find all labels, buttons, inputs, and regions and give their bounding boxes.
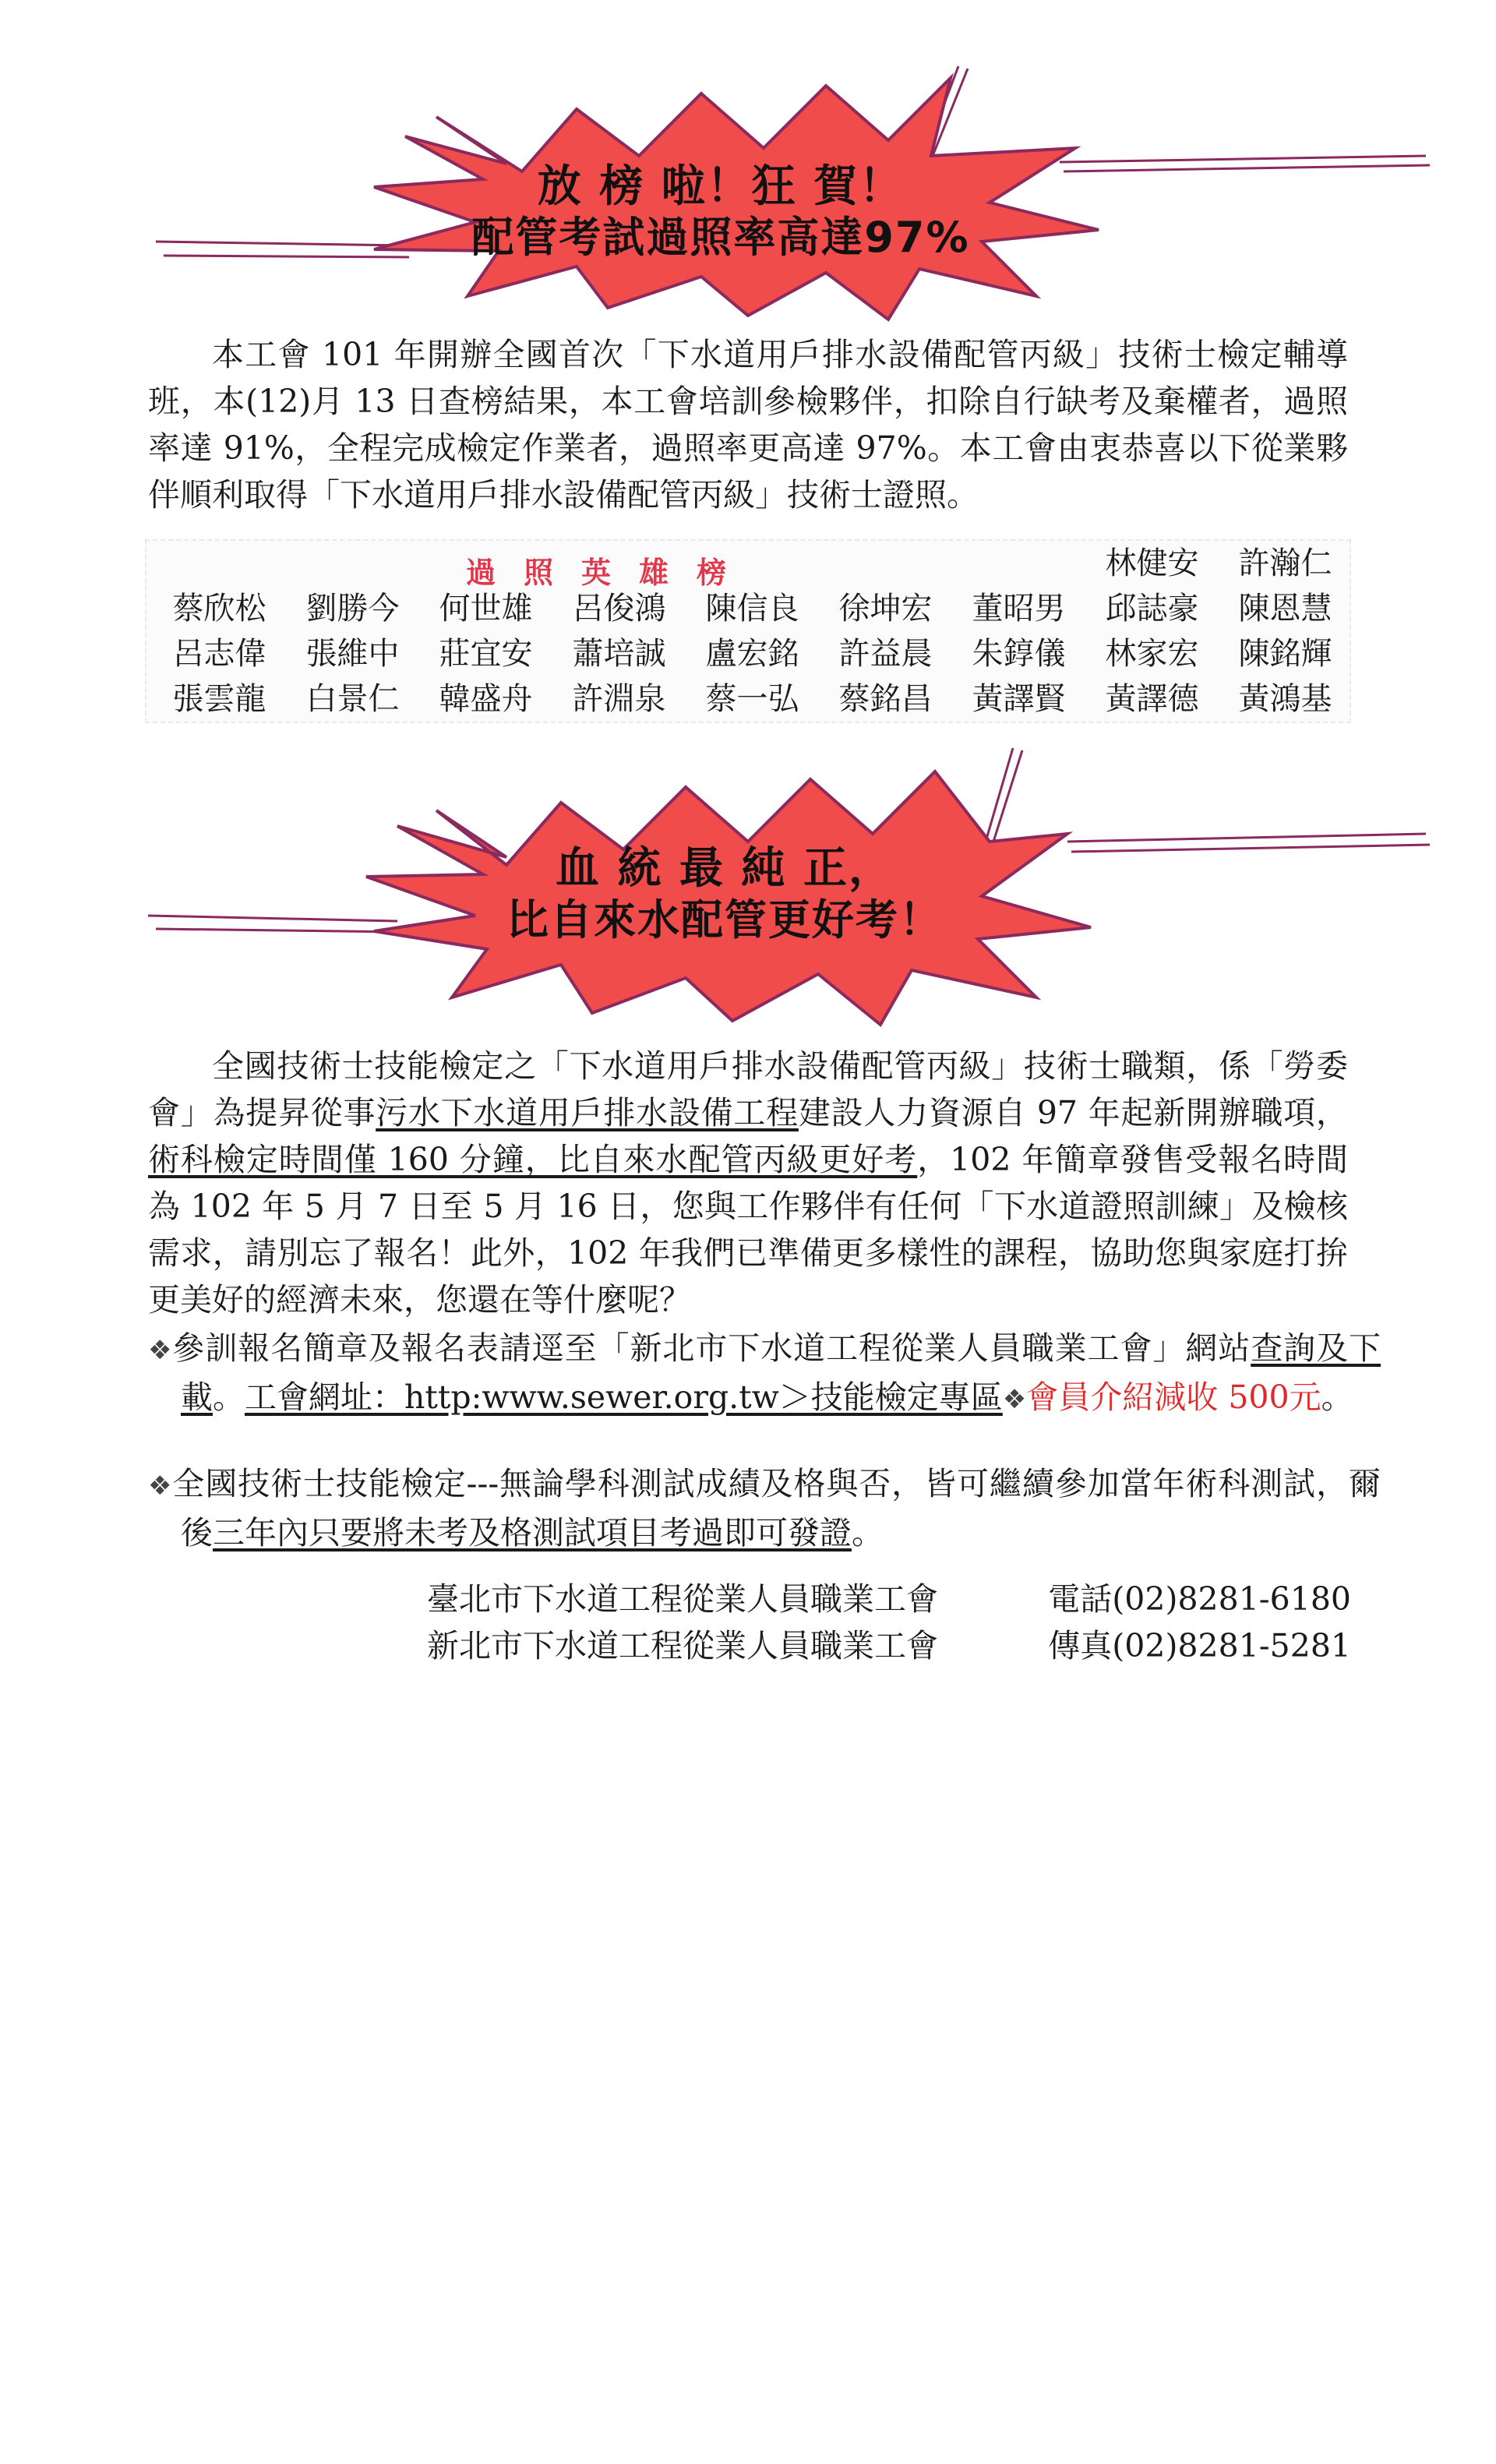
query-download-link[interactable]: 查詢及下載 [181,1329,1381,1416]
honor-name: 董昭男 [972,591,1066,627]
honor-name: 何世雄 [439,591,533,627]
honor-name: 呂俊鴻 [572,591,666,627]
honor-name: 陳恩慧 [1238,591,1332,627]
honor-name: 許淵泉 [572,681,666,717]
bullet-text: 參訓報名簡章及報名表請逕至「新北市下水道工程從業人員職業工會」網站 [172,1329,1251,1367]
footer-row [427,1576,1351,1622]
honor-name: 白景仁 [305,681,400,717]
phone-number: 電話(02)8281-6180 [1048,1580,1351,1618]
honor-roll-grid [153,541,1353,722]
bullet-text: 。 [1321,1378,1353,1416]
honor-name: 徐坤宏 [838,591,933,627]
new-taipei-union-name: 新北市下水道工程從業人員職業工會 [427,1627,938,1664]
banner1-line1: 放 榜 啦！狂 賀！ [537,161,905,212]
honor-name: 黃鴻基 [1238,681,1332,717]
fax-number: 傳真(02)8281-5281 [1048,1627,1351,1664]
honor-name: 張雲龍 [172,681,266,717]
exam-rule-bullet [148,1460,1381,1556]
honor-name: 陳信良 [705,591,799,627]
honor-name: 林健安 [1105,545,1199,581]
diamond-bullet-icon: ❖ [148,1470,173,1502]
underlined-engineering-term: 污水下水道用戶排水設備工程 [376,1094,799,1131]
certification-text: ，102 年簡章發售受報名時間為 102 年 5 月 7 日至 5 月 16 日，您與工作夥伴有任何「下水道證照訓練」及檢核需求，請別忘了報名！此外，102 年我們已準備更多樣性的課程，協助您與家庭打拚更美好的經濟未來，您還在等什麼呢？ [148,1141,1348,1318]
honor-name: 黃譯賢 [972,681,1066,717]
underlined-exam-time: 術科檢定時間僅 160 分鐘，比自來水配管丙級更好考 [148,1141,918,1178]
member-discount-text: 會員介紹減收 500元 [1026,1378,1321,1416]
intro-paragraph: 本工會 101 年開辦全國首次「下水道用戶排水設備配管丙級」技術士檢定輔導班，本(12)月 13 日查榜結果，本工會培訓參檢夥伴，扣除自行缺考及棄權者，過照率達 91%，全程完成檢定作業者，過照率更高達 97%。本工會由衷恭喜以下從業夥伴順利取得「下水道用戶排水設備配管丙級」技術士證照。 [148,336,1348,514]
honor-name: 劉勝今 [305,591,400,627]
honor-name: 蕭培誠 [572,636,666,672]
honor-name: 莊宜安 [439,636,533,672]
registration-bullet [148,1325,1381,1423]
bullet-text: 全國技術士技能檢定---無論學科測試成績及格與否，皆可繼續參加當年術科測試，爾後 [172,1465,1381,1551]
honor-name: 陳銘輝 [1238,636,1332,672]
certification-text: 建設人力資源自 97 年起新開辦職項， [798,1094,1348,1131]
contact-footer [427,1576,1351,1669]
banner1-line2: 配管考試過照率高達97% [471,213,970,262]
honor-name: 許瀚仁 [1238,545,1332,581]
honor-name: 蔡銘昌 [838,681,933,717]
honor-name: 韓盛舟 [439,681,533,717]
honor-name: 張維中 [305,636,400,672]
honor-name: 盧宏銘 [705,636,799,672]
bullet-text: 。 [852,1514,884,1551]
honor-name: 蔡一弘 [705,681,799,717]
honor-name: 邱誌豪 [1105,591,1199,627]
underlined-three-year-rule: 三年內只要將未考及格測試項目考過即可發證 [213,1514,852,1551]
union-website-link[interactable]: 工會網址：http:www.sewer.org.tw＞技能檢定專區 [245,1378,1003,1416]
honor-name: 許益晨 [838,636,933,672]
honor-roll-title: 過照英雄榜 [466,556,755,590]
honor-name: 林家宏 [1105,636,1199,672]
banner2-line1: 血 統 最 純 正， [556,843,894,894]
certification-info-paragraph [148,1043,1348,1323]
footer-row [427,1622,1351,1669]
diamond-bullet-icon: ❖ [148,1335,173,1366]
banner2-line2: 比自來水配管更好考！ [506,895,943,944]
certification-text: 全國技術士技能檢定之「下水道用戶排水設備配管丙級」技術士職類，係「勞委會」為提昇從事 [148,1047,1348,1131]
pure-bloodline-starburst-banner [140,748,1434,1029]
bullet-text: 。 [213,1378,245,1416]
taipei-union-name: 臺北市下水道工程從業人員職業工會 [427,1580,938,1618]
honor-name: 黃譯德 [1105,681,1199,717]
honor-name: 呂志偉 [172,636,266,672]
honor-name: 蔡欣松 [172,591,266,627]
celebration-starburst-banner [140,62,1434,319]
diamond-bullet-icon: ❖ [1002,1384,1027,1415]
honor-name: 朱錞儀 [972,636,1066,672]
honor-roll-box [145,539,1351,723]
